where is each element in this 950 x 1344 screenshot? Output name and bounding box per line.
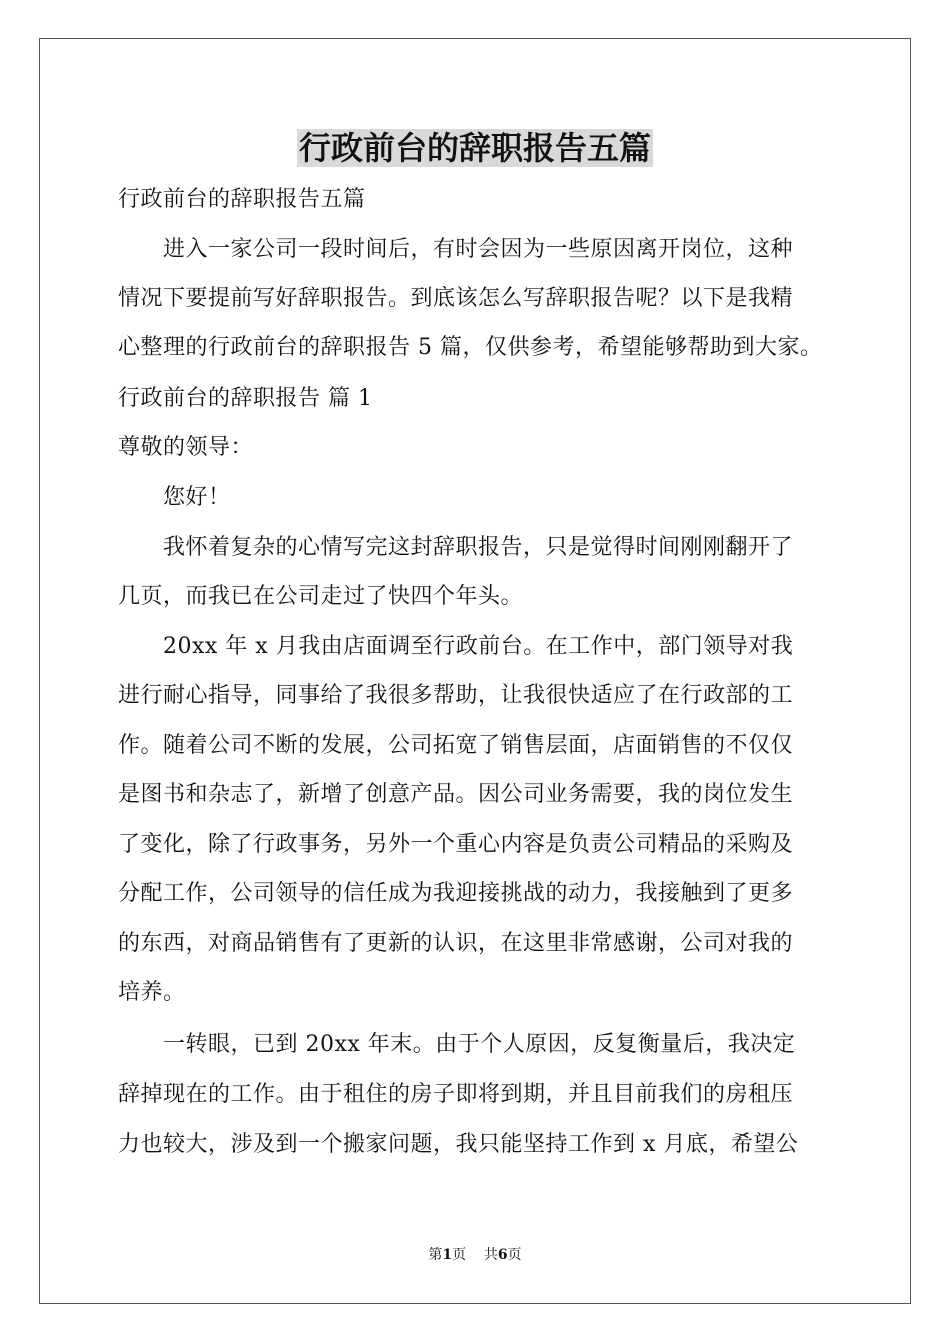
para3-line-1: 一转眼，已到 20xx 年末。由于个人原因，反复衡量后，我决定 <box>118 1032 796 1057</box>
para2-line-3: 作。随着公司不断的发展，公司拓宽了销售层面，店面销售的不仅仅 <box>118 733 794 758</box>
para2-line-6: 分配工作，公司领导的信任成为我迎接挑战的动力，我接触到了更多 <box>118 881 794 906</box>
intro-line-2: 情况下要提前写好辞职报告。到底该怎么写辞职报告呢？以下是我精 <box>118 286 794 311</box>
para2-line-5: 了变化，除了行政事务，另外一个重心内容是负责公司精品的采购及 <box>118 832 794 857</box>
para2-line-2: 进行耐心指导，同事给了我很多帮助，让我很快适应了在行政部的工 <box>118 683 794 708</box>
para3-line-2: 辞掉现在的工作。由于租住的房子即将到期，并且目前我们的房租压 <box>118 1082 794 1107</box>
page-footer <box>0 1245 950 1265</box>
para2-line-7: 的东西，对商品销售有了更新的认识，在这里非常感谢，公司对我的 <box>118 931 794 956</box>
footer-total-suffix: 页 <box>507 1247 522 1263</box>
footer-page-number: 1 <box>442 1247 453 1263</box>
para2-line-4: 是图书和杂志了，新增了创意产品。因公司业务需要，我的岗位发生 <box>118 782 794 807</box>
footer-page-prefix: 第 <box>428 1247 443 1263</box>
para1-line-2: 几页，而我已在公司走过了快四个年头。 <box>118 584 524 609</box>
greeting: 您好！ <box>118 485 231 510</box>
footer-page-suffix: 页 <box>452 1247 467 1263</box>
para2-line-1: 20xx 年 x 月我由店面调至行政前台。在工作中，部门领导对我 <box>118 634 794 659</box>
para2-line-8: 培养。 <box>118 980 186 1005</box>
subtitle-line: 行政前台的辞职报告五篇 <box>118 187 366 212</box>
document-title-text: 行政前台的辞职报告五篇 <box>298 129 651 167</box>
para3-line-3: 力也较大，涉及到一个搬家问题，我只能坚持工作到 x 月底，希望公 <box>118 1132 799 1157</box>
intro-line-3: 心整理的行政前台的辞职报告 5 篇，仅供参考，希望能够帮助到大家。 <box>118 335 823 360</box>
footer-total-pages: 6 <box>497 1247 508 1263</box>
section-heading: 行政前台的辞职报告 篇 1 <box>118 386 373 411</box>
document-title <box>0 124 950 172</box>
para1-line-1: 我怀着复杂的心情写完这封辞职报告，只是觉得时间刚刚翻开了 <box>118 535 794 560</box>
intro-line-1: 进入一家公司一段时间后，有时会因为一些原因离开岗位，这种 <box>118 237 794 262</box>
footer-total-prefix: 共 <box>483 1247 498 1263</box>
salutation: 尊敬的领导： <box>118 435 254 460</box>
